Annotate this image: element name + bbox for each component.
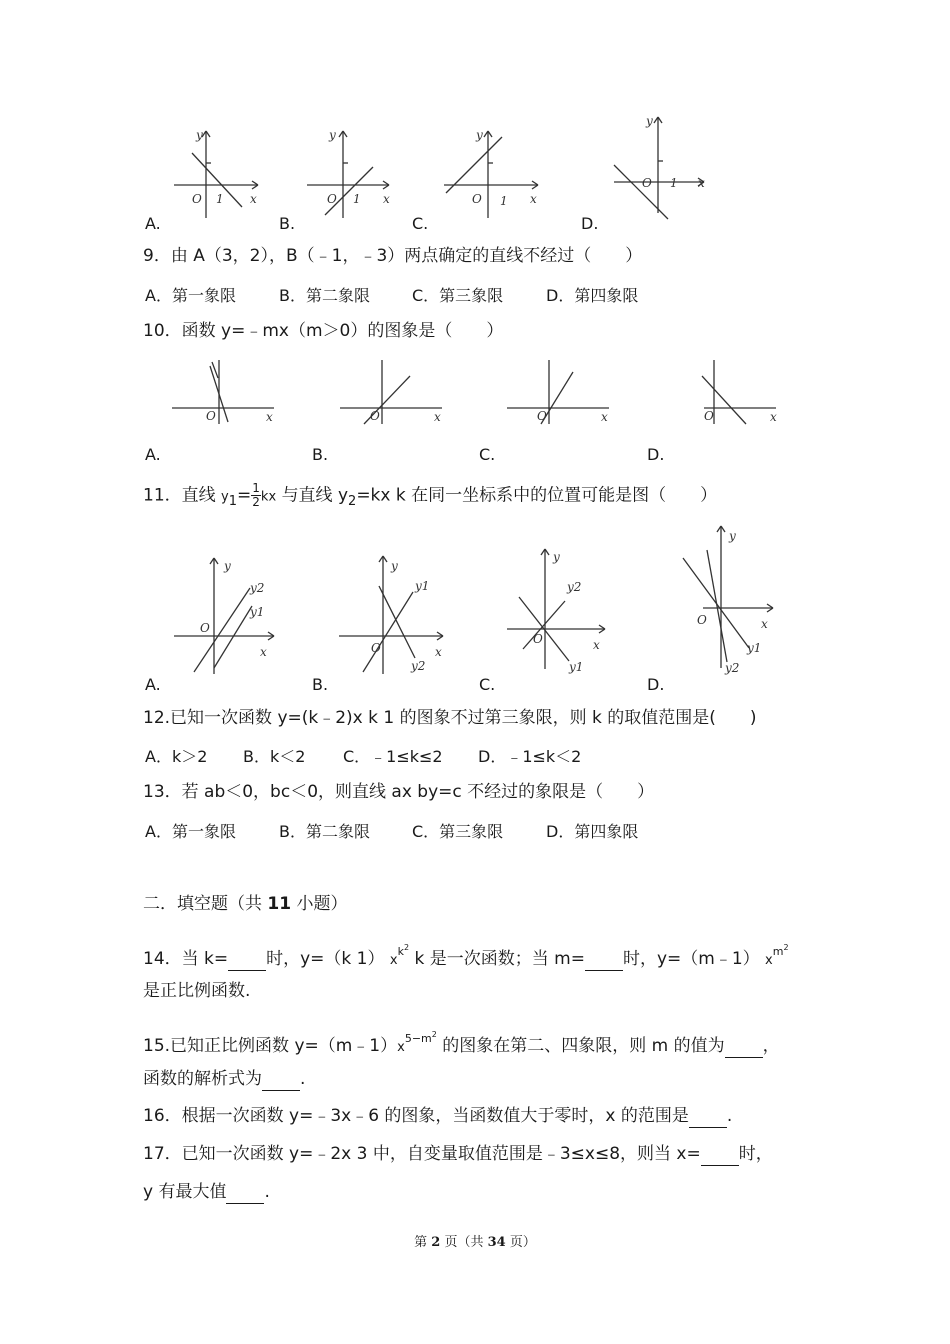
q9-option-b[interactable]: B．第二象限 — [279, 286, 370, 305]
q16-blank[interactable] — [689, 1105, 727, 1128]
q17-line2-text: y 有最大值 — [143, 1182, 227, 1202]
q14-question — [143, 937, 789, 972]
q15-line2-end: . — [300, 1069, 306, 1089]
q12-option-a[interactable]: A．k＞2 — [145, 747, 208, 766]
q10c-origin-label: O — [537, 409, 547, 423]
q10-option-a[interactable]: A. — [145, 445, 161, 464]
q12-option-c[interactable]: C．﹣1≤k≤2 — [343, 747, 443, 766]
q14-exp2-sup: 2 — [783, 943, 789, 952]
q8d-y-label: y — [646, 114, 653, 128]
q8b-x-label: x — [383, 192, 390, 206]
q8c-origin-label: O — [472, 192, 482, 206]
q15-exp — [405, 1032, 437, 1045]
q14-exp1-base: k — [397, 945, 404, 958]
q10-graph-b — [340, 358, 445, 426]
q8b-one-label: 1 — [353, 192, 361, 206]
q8-option-b[interactable]: B. — [279, 214, 296, 233]
q14-exp2-base: m — [772, 945, 784, 958]
q17-end: . — [264, 1182, 270, 1202]
q8c-one-label: 1 — [500, 194, 508, 208]
q8-graph-b — [305, 125, 400, 220]
q14-blank-k[interactable] — [228, 948, 266, 971]
q10-question: 10．函数 y=﹣mx（m＞0）的图象是（ ） — [143, 321, 504, 341]
q8c-y-label: y — [476, 128, 483, 142]
q8-graph-a — [170, 125, 265, 220]
q11d-origin-label: O — [697, 613, 707, 627]
q14-x1: x — [389, 953, 398, 968]
q12-option-b[interactable]: B．k＜2 — [243, 747, 306, 766]
q10-option-c[interactable]: C. — [479, 445, 496, 464]
q15-line2 — [143, 1068, 305, 1091]
q8-option-d[interactable]: D. — [581, 214, 599, 233]
q15-part2: 的图象在第二、四象限，则 m 的值为 — [442, 1036, 725, 1056]
q11d-y1-label: y1 — [747, 641, 762, 655]
q11a-y-label: y — [224, 559, 231, 573]
q10b-x-label: x — [434, 410, 441, 424]
q10-graph-a — [172, 358, 277, 426]
q10d-x-label: x — [770, 410, 777, 424]
q9-options — [0, 283, 950, 303]
q11-middle: 与直线 y — [281, 485, 349, 506]
q14-part1: 14．当 k= — [143, 949, 229, 969]
q11c-y-label: y — [553, 550, 560, 564]
footer-middle: 页（共 — [440, 1235, 488, 1250]
q8-option-a[interactable]: A. — [145, 214, 161, 233]
q8a-x-label: x — [250, 192, 257, 206]
q14-x2: x — [765, 953, 773, 968]
q8a-origin-label: O — [192, 192, 202, 206]
q8-graph-c — [440, 125, 545, 220]
q14-blank-m[interactable] — [585, 948, 623, 971]
q13-option-b[interactable]: B．第二象限 — [279, 822, 370, 841]
q11b-y2-label: y2 — [411, 659, 426, 673]
q14-line2: 是正比例函数. — [143, 981, 251, 1001]
q11-kx: kx — [260, 489, 277, 505]
q8a-one-label: 1 — [216, 192, 224, 206]
q14-exp1-sup: 2 — [403, 943, 410, 952]
q13-option-c[interactable]: C．第三象限 — [412, 822, 504, 841]
q14-part2: 时，y=（k 1） — [266, 949, 385, 969]
q11d-x-label: x — [761, 617, 768, 631]
q11-y1-sub: 1 — [228, 493, 238, 509]
q11b-origin-label: O — [371, 641, 381, 655]
q17-blank-max[interactable] — [226, 1181, 264, 1204]
q11-option-c[interactable]: C. — [479, 675, 496, 694]
q11d-y-label: y — [729, 529, 736, 543]
q17-mid: 时， — [738, 1144, 773, 1164]
q14-exp2 — [773, 945, 789, 958]
q15-line2-text: 函数的解析式为 — [143, 1069, 262, 1089]
q9-question: 9．由 A（3，2），B（﹣1，﹣3）两点确定的直线不经过（ ） — [143, 246, 643, 266]
q14-part3: k 是一次函数；当 m= — [409, 949, 585, 969]
q16-question — [143, 1105, 732, 1128]
q11b-y1-label: y1 — [415, 579, 430, 593]
q8-graph-d — [608, 113, 713, 223]
q15-x: x — [397, 1040, 405, 1055]
footer-suffix: 页） — [505, 1235, 536, 1250]
q12-options — [0, 744, 950, 764]
q11c-x-label: x — [593, 638, 600, 652]
section-2-prefix: 二．填空题（共 — [143, 894, 268, 914]
q8d-origin-label: O — [642, 176, 652, 190]
q15-exp-base: 5−m — [404, 1032, 432, 1045]
q11-frac-den: 2 — [252, 495, 260, 509]
q10-graph-c — [507, 358, 612, 426]
q11a-origin-label: O — [200, 621, 210, 635]
q11-eq: = — [237, 485, 252, 506]
q13-question: 13．若 ab＜0，bc＜0，则直线 ax by=c 不经过的象限是（ ） — [143, 782, 655, 802]
q11c-y1-label: y1 — [569, 660, 584, 674]
footer-prefix: 第 — [414, 1235, 432, 1250]
q12-option-d[interactable]: D．﹣1≤k＜2 — [478, 747, 582, 766]
q17-blank-x[interactable] — [701, 1143, 739, 1166]
q13-options — [0, 819, 950, 839]
q11a-y2-label: y2 — [250, 581, 265, 595]
q11-suffix: =kx k 在同一坐标系中的位置可能是图（ ） — [356, 485, 718, 506]
q11-option-d[interactable]: D. — [647, 675, 665, 694]
q17-text: 17．已知一次函数 y=﹣2x 3 中，自变量取值范围是﹣3≤x≤8，则当 x= — [143, 1144, 701, 1164]
q10-option-d[interactable]: D. — [647, 445, 665, 464]
q11-y1: y — [221, 489, 229, 505]
q13-option-a[interactable]: A．第一象限 — [145, 822, 236, 841]
q11-graph-d — [675, 522, 785, 674]
q14-part4: 时，y=（m﹣1） — [622, 949, 760, 969]
q17-question — [143, 1143, 773, 1166]
q11-frac-num: 1 — [252, 481, 260, 495]
q10-option-b[interactable]: B. — [312, 445, 329, 464]
q10a-x-label: x — [266, 410, 273, 424]
q11-y2-sub: 2 — [348, 493, 357, 509]
q10-graph-d — [674, 358, 779, 426]
q8b-origin-label: O — [327, 192, 337, 206]
q11-fraction — [251, 482, 261, 509]
q10b-origin-label: O — [370, 409, 380, 423]
q11-option-b[interactable]: B. — [312, 675, 329, 694]
q11-question — [143, 482, 717, 513]
q8c-x-label: x — [530, 192, 537, 206]
q8-option-c[interactable]: C. — [412, 214, 429, 233]
q9-option-a[interactable]: A．第一象限 — [145, 286, 236, 305]
q16-text: 16．根据一次函数 y=﹣3x﹣6 的图象，当函数值大于零时，x 的范围是 — [143, 1106, 689, 1126]
section-2-count: 11 — [267, 894, 292, 914]
q8a-y-label: y — [196, 128, 203, 142]
q10d-origin-label: O — [704, 409, 714, 423]
q15-question — [143, 1024, 780, 1059]
q15-exp-sup: 2 — [431, 1030, 437, 1039]
q14-exp1 — [398, 945, 409, 958]
q17-line2 — [143, 1181, 270, 1204]
q11c-origin-label: O — [533, 632, 543, 646]
q13-option-d[interactable]: D．第四象限 — [546, 822, 639, 841]
footer-page-number: 2 — [431, 1235, 441, 1250]
q10a-origin-label: O — [206, 409, 216, 423]
q12-question: 12.已知一次函数 y=(k﹣2)x k 1 的图象不过第三象限，则 k 的取值范围是( ) — [143, 708, 757, 728]
q11-graph-b — [335, 552, 450, 677]
q15-part1: 15.已知正比例函数 y=（m﹣1） — [143, 1036, 398, 1056]
q11-prefix: 11．直线 — [143, 485, 216, 506]
q11d-y2-label: y2 — [725, 661, 740, 675]
q15-blank-m[interactable] — [725, 1035, 763, 1058]
q11a-y1-label: y1 — [250, 605, 265, 619]
q15-blank-expr[interactable] — [262, 1068, 300, 1091]
q11-option-a[interactable]: A. — [145, 675, 161, 694]
footer-total-pages: 34 — [487, 1235, 506, 1250]
q9-option-c[interactable]: C．第三象限 — [412, 286, 504, 305]
q11b-y-label: y — [391, 559, 398, 573]
q10-options — [0, 445, 950, 465]
section-2-heading — [143, 893, 347, 915]
q8d-one-label: 1 — [670, 176, 678, 190]
q9-option-d[interactable]: D．第四象限 — [546, 286, 639, 305]
q8b-y-label: y — [329, 128, 336, 142]
q8-options — [0, 214, 950, 234]
q8d-x-label: x — [698, 176, 705, 190]
q11c-y2-label: y2 — [567, 580, 582, 594]
q11-graph-a — [170, 552, 280, 677]
q11b-x-label: x — [435, 645, 442, 659]
q11a-x-label: x — [260, 645, 267, 659]
q16-end: . — [726, 1106, 733, 1126]
q11-graph-c — [505, 545, 620, 675]
q15-part3: ， — [762, 1036, 780, 1056]
section-2-suffix: 小题） — [291, 894, 348, 914]
q10c-x-label: x — [601, 410, 608, 424]
q11-options — [0, 675, 950, 695]
page-footer — [0, 1231, 950, 1250]
